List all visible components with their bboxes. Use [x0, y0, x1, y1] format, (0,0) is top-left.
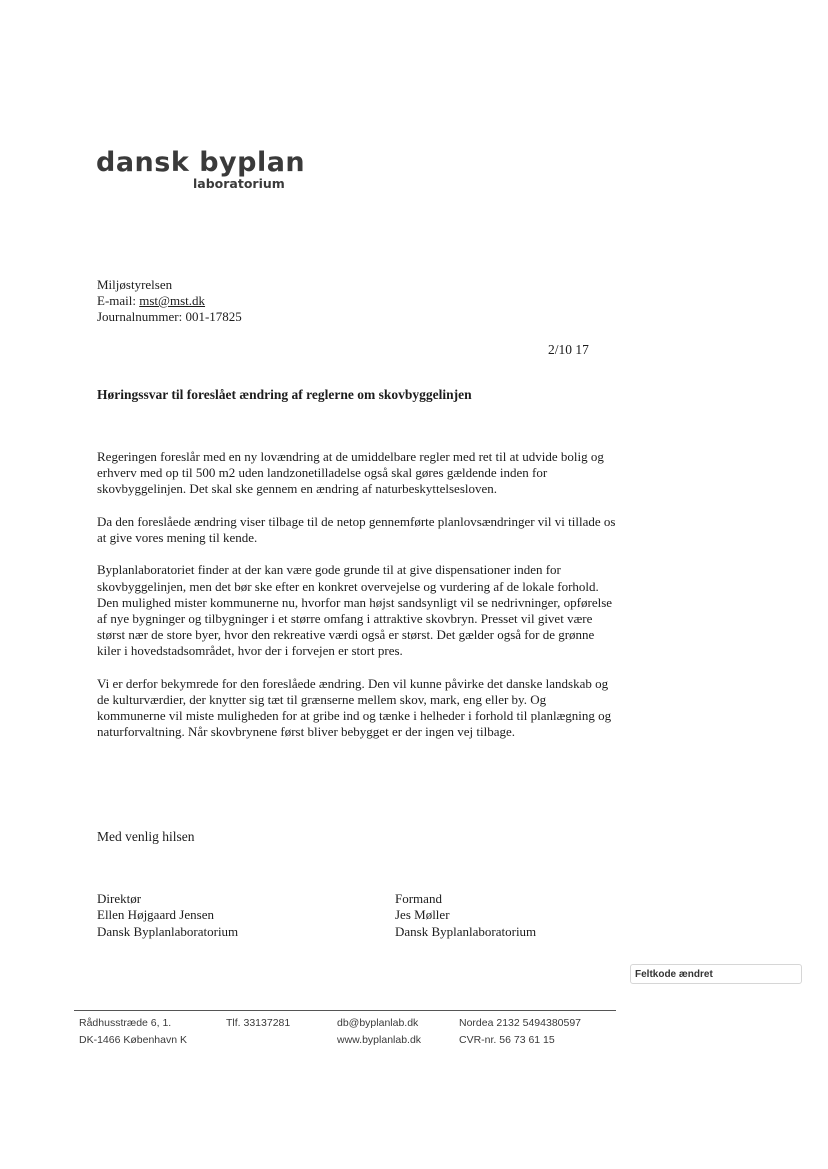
- footer-phone: Tlf. 33137281: [226, 1017, 291, 1029]
- footer-contact: [337, 1015, 421, 1049]
- letter-date: 2/10 17: [548, 342, 589, 357]
- signature-title: Formand: [395, 891, 442, 906]
- body-paragraph: Vi er derfor bekymrede for den foreslåede ændring. Den vil kunne påvirke det danske landskab og de kulturværdier, der knytter sig tæt til grænserne mellem skov, mark, eng eller by. Og kommunerne vil miste muligheden for at gribe ind og tænke i helheder i forhold til planlægning og naturforvaltning. Når skovbrynene først bliver bebygget er der ingen vej tilbage.: [97, 675, 612, 740]
- signature-left: [97, 891, 238, 940]
- body-paragraph: Da den foreslåede ændring viser tilbage til de netop gennemførte planlovsændringer vil vi tillade os at give vores mening til kende.: [97, 513, 616, 545]
- logo-main-text: dansk byplan: [96, 147, 306, 178]
- recipient-email-link[interactable]: mst@mst.dk: [139, 293, 206, 308]
- signature-name: Jes Møller: [395, 907, 450, 923]
- footer-address-line2: DK-1466 København K: [79, 1034, 187, 1046]
- recipient-block: [97, 277, 242, 325]
- letter-subject: Høringssvar til foreslået ændring af reglerne om skovbyggelinjen: [97, 387, 472, 402]
- logo-sub-text: laboratorium: [193, 176, 285, 191]
- signature-right: [395, 891, 536, 940]
- footer-address-line1: Rådhusstræde 6, 1.: [79, 1017, 172, 1029]
- signature-org: Dansk Byplanlaboratorium: [395, 923, 537, 939]
- recipient-journal: Journalnummer: 001-17825: [97, 309, 242, 324]
- body-paragraph: Byplanlaboratoriet finder at der kan være gode grunde til at give dispensationer inden for skovbyggelinjen, men det bør ske efter en konkret overvejelse og vurdering af de lokale forhold. Den mulighed mister kommunerne nu, hvorfor man højst sandsynligt vil se nedrivninger, opførelse af nye bygninger og tilbygninger i et større omfang i attraktive skovbryn. Presset vil givet være størst nær de store byer, hvor den rekreative værdi også er størst. Det gælder også for de grønne kiler i hovedstadsområdet, hvor der i forvejen er stort pres.: [97, 562, 613, 659]
- footer-bank-info: [459, 1015, 581, 1049]
- footer-cvr: CVR-nr. 56 73 61 15: [459, 1034, 555, 1046]
- recipient-email-line: [97, 293, 242, 309]
- footer-email-link[interactable]: db@byplanlab.dk: [337, 1017, 419, 1029]
- closing-greeting: Med venlig hilsen: [97, 829, 195, 844]
- letter-body: [97, 449, 617, 757]
- body-paragraph: Regeringen foreslår med en ny lovændring at de umiddelbare regler med ret til at udvide bolig og erhverv med op til 500 m2 uden landzonetilladelse også skal gøres gældende inden for skovbyggelinjen. Det skal ske gennem en ændring af naturbeskyttelsesloven.: [97, 449, 604, 497]
- logo: [96, 147, 316, 191]
- signature-name: Ellen Højgaard Jensen: [97, 907, 214, 923]
- signature-title: Direktør: [97, 891, 142, 906]
- recipient-email-label: E-mail:: [97, 293, 136, 308]
- signature-org: Dansk Byplanlaboratorium: [97, 923, 239, 939]
- recipient-name: Miljøstyrelsen: [97, 277, 173, 292]
- footer-web-link[interactable]: www.byplanlab.dk: [337, 1034, 422, 1046]
- footer-address: [79, 1015, 187, 1049]
- footer-phone-block: [226, 1015, 290, 1032]
- footer-bank: Nordea 2132 5494380597: [459, 1017, 582, 1029]
- footer-divider: [74, 1010, 616, 1011]
- field-code-stamp: Feltkode ændret: [630, 964, 802, 984]
